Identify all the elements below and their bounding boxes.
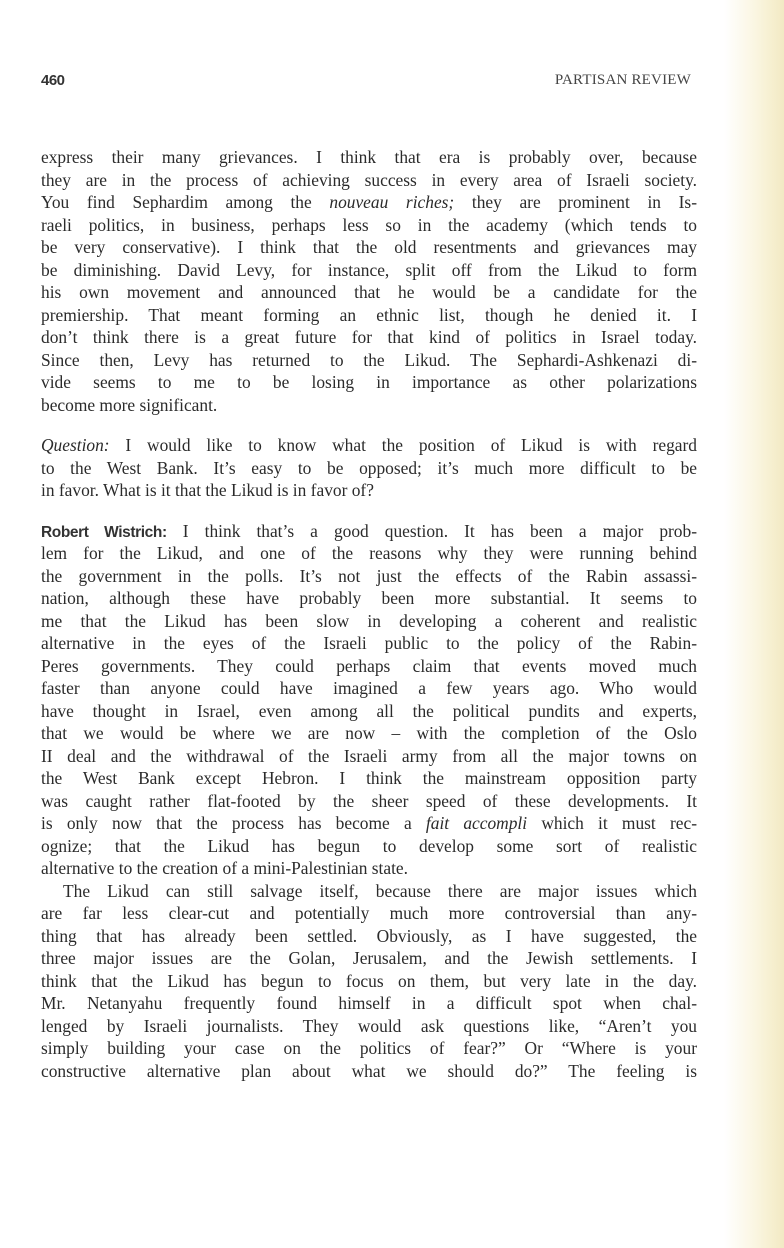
italic-phrase: nouveau riches; xyxy=(329,192,455,212)
text-line: premiership. That meant forming an ethnic list, though he denied it. I xyxy=(41,304,697,325)
text-line: that we would be where we are now – with the completion of the Oslo xyxy=(41,723,697,743)
text-line: lenged by Israeli journalists. They would ask questions like, “Aren’t you xyxy=(41,1015,697,1036)
text-span: they are prominent in Is- xyxy=(454,192,697,212)
text-line: II deal and the withdrawal of the Israeli army from all the major towns on xyxy=(41,745,697,766)
page-number: 460 xyxy=(41,72,65,89)
text-line xyxy=(41,191,697,214)
text-line: Peres governments. They could perhaps claim that events moved much xyxy=(41,655,697,676)
speaker-name: Robert Wistrich: xyxy=(41,523,167,541)
answer-paragraph-2 xyxy=(41,880,697,1083)
text-line: think that the Likud has begun to focus on them, but very late in the day. xyxy=(41,970,697,991)
text-line: simply building your case on the politics of fear?” Or “Where is your xyxy=(41,1038,697,1058)
text-line: alternative in the eyes of the Israeli public to the policy of the Rabin- xyxy=(41,633,697,653)
text-span: is only now that the process has become a xyxy=(41,813,426,833)
text-line: was caught rather flat-footed by the sheer speed of these developments. It xyxy=(41,790,697,811)
text-line: be diminishing. David Levy, for instance, split off from the Likud to form xyxy=(41,259,697,280)
text-line: don’t think there is a great future for that kind of politics in Israel today. xyxy=(41,327,697,347)
paragraph-gap xyxy=(41,502,697,520)
text-line: his own movement and announced that he would be a candidate for the xyxy=(41,282,697,302)
text-line: The Likud can still salvage itself, because there are major issues which xyxy=(63,880,697,901)
text-line: lem for the Likud, and one of the reasons why they were running behind xyxy=(41,543,697,563)
text-line: constructive alternative plan about what we should do?” The feeling is xyxy=(41,1060,697,1081)
text-span: You find Sephardim among the xyxy=(41,192,330,212)
body-text xyxy=(41,146,697,1082)
text-line xyxy=(41,520,697,543)
text-line: express their many grievances. I think that era is probably over, because xyxy=(41,147,697,167)
text-line: three major issues are the Golan, Jerusalem, and the Jewish settlements. I xyxy=(41,948,697,968)
text-line: become more significant. xyxy=(41,394,218,415)
journal-title: PARTISAN REVIEW xyxy=(554,72,691,88)
text-line: be very conservative). I think that the old resentments and grievances may xyxy=(41,237,697,257)
text-span: I think that’s a good question. It has been a major prob- xyxy=(166,520,697,541)
text-line: Mr. Netanyahu frequently found himself in a difficult spot when chal- xyxy=(41,993,697,1013)
answer-paragraph-1 xyxy=(41,520,697,880)
text-line: in favor. What is it that the Likud is in favor of? xyxy=(41,480,374,500)
text-line: faster than anyone could have imagined a few years ago. Who would xyxy=(41,678,697,698)
text-line: ognize; that the Likud has begun to develop some sort of realistic xyxy=(41,835,697,856)
text-line: alternative to the creation of a mini-Palestinian state. xyxy=(41,858,409,878)
question-label: Question: xyxy=(41,435,110,455)
paragraph-sephardim xyxy=(41,146,697,416)
text-line xyxy=(41,434,697,457)
text-line xyxy=(41,812,697,835)
text-line: thing that has already been settled. Obviously, as I have suggested, the xyxy=(41,925,697,946)
question-paragraph xyxy=(41,434,697,502)
text-line: to the West Bank. It’s easy to be opposed; it’s much more difficult to be xyxy=(41,457,697,478)
running-head xyxy=(41,72,697,96)
text-line: vide seems to me to be losing in importance as other polarizations xyxy=(41,372,697,392)
text-line: me that the Likud has been slow in developing a coherent and realistic xyxy=(41,610,697,631)
paragraph-gap xyxy=(41,416,697,434)
text-line: they are in the process of achieving success in every area of Israeli society. xyxy=(41,169,697,190)
text-line: are far less clear-cut and potentially much more controversial than any- xyxy=(41,903,697,923)
text-line: have thought in Israel, even among all the political pundits and experts, xyxy=(41,700,697,721)
italic-phrase: fait accompli xyxy=(425,813,528,833)
text-span: I would like to know what the position of Likud is with regard xyxy=(109,435,697,455)
text-line: the West Bank except Hebron. I think the mainstream opposition party xyxy=(41,768,697,788)
text-span: which it must rec- xyxy=(527,813,697,833)
text-line: raeli politics, in business, perhaps less so in the academy (which tends to xyxy=(41,214,697,235)
text-line: Since then, Levy has returned to the Likud. The Sephardi-Ashkenazi di- xyxy=(41,349,697,370)
text-line: nation, although these have probably been more substantial. It seems to xyxy=(41,588,697,608)
text-line: the government in the polls. It’s not just the effects of the Rabin assassi- xyxy=(41,565,697,586)
page-edge-shadow xyxy=(724,0,784,1248)
